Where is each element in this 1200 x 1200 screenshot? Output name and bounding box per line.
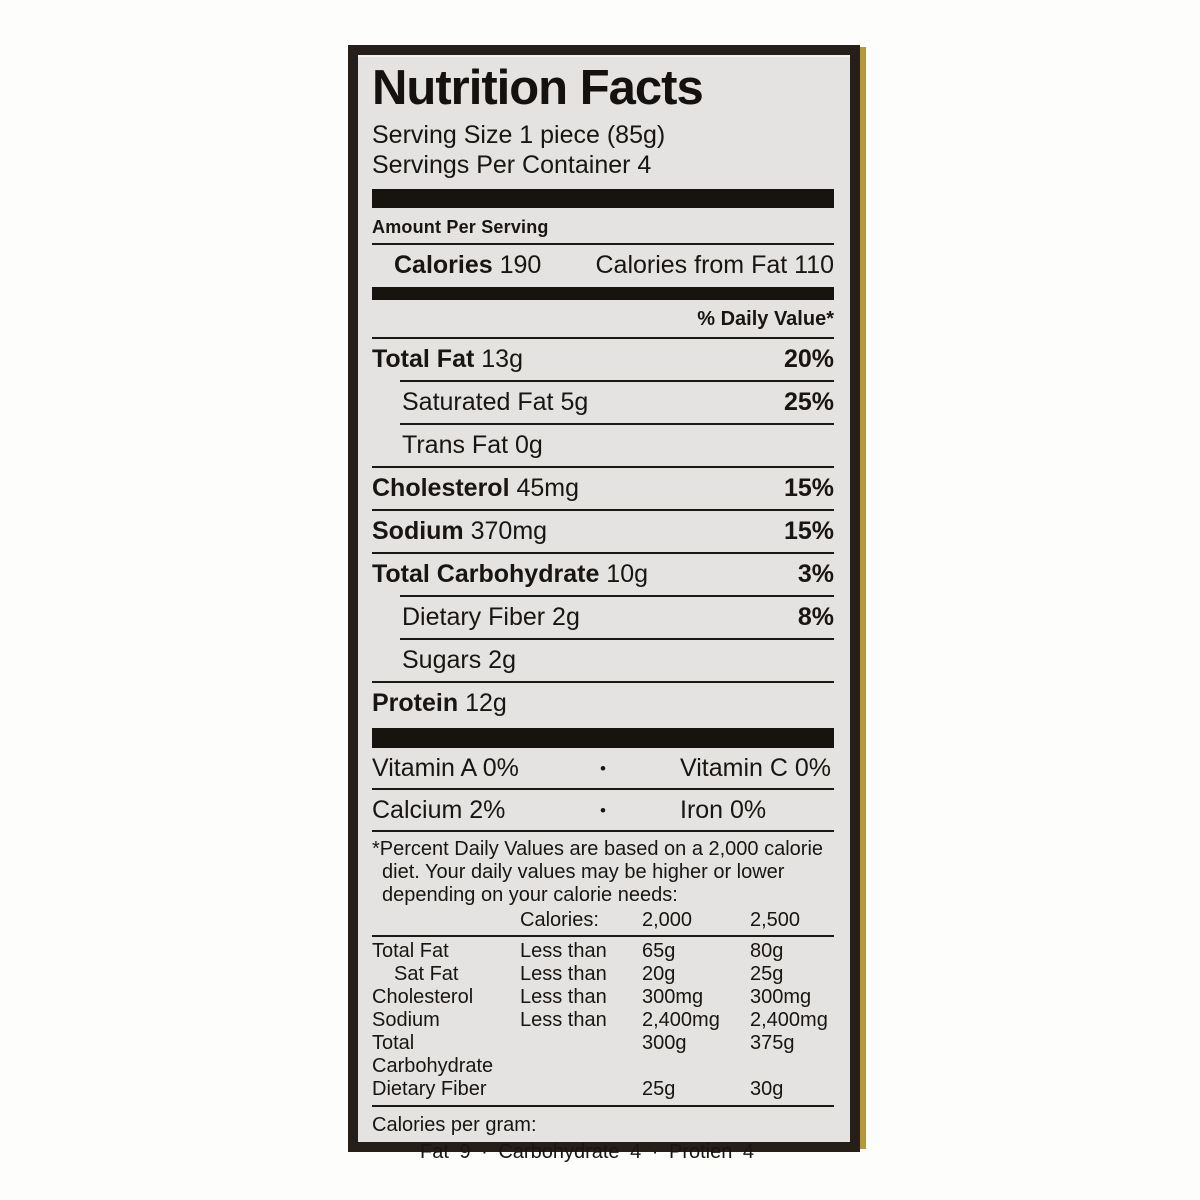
dv-row-2000: 300mg	[642, 986, 704, 1008]
calories-per-gram-heading: Calories per gram:	[372, 1114, 537, 1136]
calories-from-fat: Calories from Fat 110	[595, 251, 834, 279]
nutrient-row-dietary-fiber	[372, 597, 834, 638]
dv-row-label: Sat Fat	[394, 963, 459, 985]
vitamin-c: Vitamin C 0%	[680, 753, 831, 782]
nutrient-row-saturated-fat	[372, 382, 834, 423]
nutrient-name-text: Saturated Fat	[402, 388, 554, 416]
amount-per-serving: Amount Per Serving	[372, 217, 549, 237]
nutrient-row-sugars	[372, 640, 834, 681]
rule	[372, 935, 834, 937]
nutrient-row-trans-fat	[372, 425, 834, 466]
dv-row-qualifier: Less than	[520, 940, 607, 962]
nutrient-dv: 15%	[783, 517, 834, 545]
nutrient-name-text: Sugars	[402, 646, 482, 674]
nutrient-name-text: Protein	[372, 689, 459, 717]
nutrient-name	[402, 388, 588, 417]
rule	[372, 1105, 834, 1107]
nutrient-amount: 13g	[481, 345, 523, 373]
dv-row-2500: 375g	[750, 1032, 795, 1054]
dv-table-row-sat-fat	[372, 963, 834, 986]
footnote-line: diet. Your daily values may be higher or lower	[382, 861, 785, 883]
dv-table-header	[372, 909, 834, 932]
nutrient-row-sodium	[372, 511, 834, 552]
separator-bar-medium	[372, 287, 834, 300]
dv-row-qualifier: Less than	[520, 1009, 607, 1031]
nutrient-name	[402, 431, 543, 460]
dv-row-2000: 300g	[642, 1032, 687, 1054]
dv-table-row-total-carbohydrate	[372, 1032, 834, 1078]
nutrient-name-text: Trans Fat	[402, 431, 509, 459]
iron: Iron 0%	[680, 795, 767, 824]
dv-row-2000: 2,400mg	[642, 1009, 720, 1031]
dv-row-2000: 20g	[642, 963, 676, 985]
vitamin-a: Vitamin A 0%	[372, 753, 519, 782]
serving-size: Serving Size 1 piece (85g)	[372, 121, 666, 149]
dv-table-header-label	[372, 909, 520, 932]
nutrient-name	[372, 345, 523, 374]
daily-value-footnote	[372, 838, 834, 907]
nutrient-dv: 3%	[797, 560, 834, 588]
nutrient-dv: 25%	[783, 388, 834, 416]
dv-table-row-sodium	[372, 1009, 834, 1032]
bullet-separator: •	[600, 800, 606, 820]
nutrient-amount: 45mg	[516, 474, 580, 502]
dv-table-row-dietary-fiber	[372, 1078, 834, 1101]
nutrient-name-text: Total Carbohydrate	[372, 560, 600, 588]
nutrient-name	[372, 474, 579, 503]
dv-row-2000: 65g	[642, 940, 676, 962]
nutrient-name	[372, 689, 507, 718]
dv-table-header-2000: 2,000	[642, 909, 693, 931]
vitamin-row-calcium-iron	[372, 790, 834, 830]
footnote-line: *Percent Daily Values are based on a 2,000 calorie	[372, 838, 824, 860]
dv-row-qualifier	[520, 1078, 642, 1101]
dv-row-label: Cholesterol	[372, 986, 474, 1008]
nutrient-row-total-carbohydrate	[372, 554, 834, 595]
calories-label: Calories	[394, 251, 493, 279]
dv-row-2500: 80g	[750, 940, 784, 962]
nutrient-amount: 5g	[560, 388, 589, 416]
daily-value-header: % Daily Value*	[697, 308, 834, 330]
nutrient-dv: 20%	[783, 345, 834, 373]
dv-row-2500: 25g	[750, 963, 784, 985]
dv-table-row-cholesterol	[372, 986, 834, 1009]
dv-table-header-calories: Calories:	[520, 909, 599, 931]
nutrient-amount: 370mg	[470, 517, 548, 545]
separator-bar-thick	[372, 728, 834, 748]
dv-row-2500: 2,400mg	[750, 1009, 828, 1031]
vitamin-row-a-c	[372, 748, 834, 788]
dv-row-2500: 30g	[750, 1078, 784, 1100]
calories-value: 190	[499, 251, 542, 279]
dv-row-2000: 25g	[642, 1078, 676, 1100]
nutrient-amount: 12g	[465, 689, 507, 717]
nutrient-name	[372, 560, 648, 589]
servings-per-container: Servings Per Container 4	[372, 151, 652, 179]
footnote-line: depending on your calorie needs:	[382, 884, 678, 906]
nutrition-label	[358, 55, 850, 1163]
dv-row-qualifier: Less than	[520, 963, 607, 985]
nutrient-row-total-fat	[372, 339, 834, 380]
nutrient-name-text: Dietary Fiber	[402, 603, 546, 631]
nutrient-amount: 2g	[488, 646, 516, 674]
nutrient-name-text: Sodium	[372, 517, 464, 545]
dv-row-label: Sodium	[372, 1009, 440, 1031]
nutrient-name	[402, 603, 580, 632]
calories-row	[372, 245, 834, 287]
dv-row-label: Dietary Fiber	[372, 1078, 487, 1100]
dv-table-row-total-fat	[372, 940, 834, 963]
dv-row-qualifier: Less than	[520, 986, 607, 1008]
dv-row-label: Total Fat	[372, 940, 449, 962]
dv-row-qualifier	[520, 1032, 642, 1078]
bullet-separator: •	[600, 758, 606, 778]
nutrient-name	[372, 517, 547, 546]
dv-table-header-2500: 2,500	[750, 909, 801, 931]
calories-per-gram-values: Fat 9 · Carbohydrate 4 · Protien 4	[420, 1141, 755, 1163]
nutrition-label-frame	[348, 45, 860, 1163]
nutrient-dv: 8%	[797, 603, 834, 631]
separator-bar-thick	[372, 189, 834, 208]
nutrient-name	[402, 646, 516, 675]
calories-label-value	[394, 251, 541, 280]
dv-row-2500: 300mg	[750, 986, 812, 1008]
nutrient-name-text: Total Fat	[372, 345, 475, 373]
nutrient-row-protein	[372, 683, 834, 724]
label-title: Nutrition Facts	[372, 61, 703, 115]
nutrient-amount: 2g	[552, 603, 580, 631]
nutrient-dv: 15%	[783, 474, 834, 502]
calcium: Calcium 2%	[372, 795, 506, 824]
dv-row-label: Total Carbohydrate	[372, 1032, 494, 1077]
nutrient-amount: 10g	[606, 560, 649, 588]
nutrient-row-cholesterol	[372, 468, 834, 509]
nutrient-amount: 0g	[515, 431, 543, 459]
nutrient-name-text: Cholesterol	[372, 474, 510, 502]
rule	[372, 830, 834, 832]
